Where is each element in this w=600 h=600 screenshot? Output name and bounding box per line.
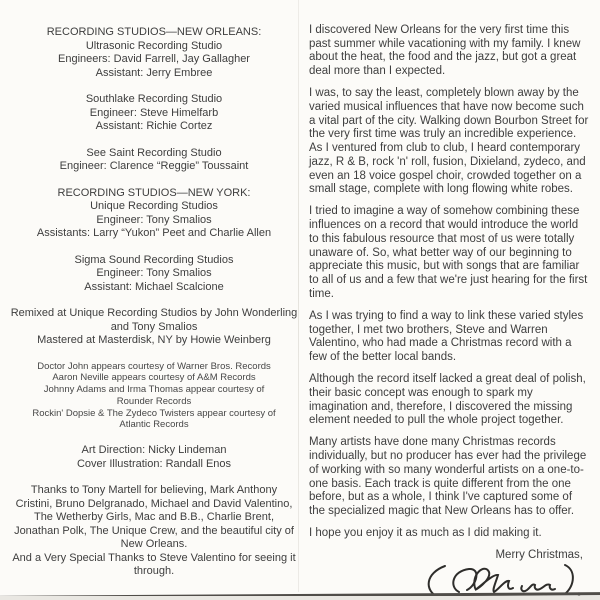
credit-line: Doctor John appears courtesy of Warner Bros. Records (37, 360, 271, 372)
credit-line: Engineers: David Farrell, Jay Gallagher (58, 53, 250, 65)
credit-line: And a Very Special Thanks to Steve Valentino for seeing it through. (12, 551, 296, 578)
credit-line: Sigma Sound Recording Studios (74, 253, 234, 266)
signoff-text: Merry Christmas, (495, 549, 583, 562)
credits-section (10, 361, 298, 432)
credit-line: RECORDING STUDIOS—NEW YORK: (57, 186, 251, 199)
credit-line: Thanks to Tony Martell for believing, Mark Anthony Cristini, Bruno Delgranado, Michael and David Valentino, The Wetherby Girls, Mac and B.B., Charlie Brent, Jonathan Polk, The Unique Crew, and the beautiful city of New Orleans. (14, 484, 294, 551)
credits-section (10, 93, 298, 134)
credit-line: Assistant: Richie Cortez (95, 120, 213, 132)
letter-paragraph: Although the record itself lacked a great deal of polish, their basic concept was enough to spark my imagination and, therefore, I discovered the missing element needed to pull the whole project together. (309, 373, 586, 427)
credit-line: RECORDING STUDIOS—NEW ORLEANS: (46, 26, 262, 38)
letter-paragraph: Many artists have done many Christmas records individually, but no producer has ever had the privilege of working with so many wonderful artists on a one-to-one basis. Each track is quite different from the one before, but as a whole, I think I've captured some of the specialized magic that New Orleans has to offer. (309, 436, 587, 517)
credit-line: Assistant: Michael Scalcione (84, 280, 224, 293)
credits-section (10, 444, 298, 471)
credit-line: See Saint Recording Studio (86, 146, 222, 159)
credit-line: Ultrasonic Recording Studio (85, 39, 223, 52)
credit-line: Engineer: Tony Smalios (96, 267, 212, 279)
credit-line: Engineer: Clarence “Reggie” Toussaint (59, 160, 249, 172)
credit-line: Southlake Recording Studio (85, 93, 223, 105)
letter-paragraph: As I was trying to find a way to link these varied styles together, I met two brothers, Steve and Warren Valentino, who had made a Christmas record with a few of the better local bands. (309, 309, 584, 363)
credits-section (10, 484, 298, 579)
letter-paragraph: I tried to imagine a way of somehow combining these influences on a record that would introduce the world to this fabulous resource that most of us were totally unaware of. So, what better way of our beginning to appreciate this music, but with songs that are familiar to all of us and a few that we're just hearing for the first time. (309, 205, 588, 300)
credit-line: Remixed at Unique Recording Studios by John Wonderling and Tony Smalios (10, 307, 298, 333)
credit-line: Johnny Adams and Irma Thomas appear courtesy of Rounder Records (43, 384, 265, 407)
credit-line: Assistant: Jerry Embree (95, 66, 213, 79)
credits-section (10, 26, 298, 80)
credits-section (10, 254, 298, 295)
credit-line: Art Direction: Nicky Lindeman (81, 444, 227, 457)
letter-paragraph: I was, to say the least, completely blown away by the varied musical influences that have now become such a vital part of the city. Walking down Bourbon Street for the very first time was truly an incredible experience. As I ventured from club to club, I heard contemporary jazz, R & B, rock 'n' roll, fusion, Dixieland, zydeco, and even an 18 voice gospel choir, crowded together on a small stage, complete with long flowing white robes. (309, 87, 589, 196)
credits-column (10, 26, 298, 592)
credit-line: Cover Illustration: Randall Enos (76, 457, 232, 470)
letter-paragraph: I discovered New Orleans for the very first time this past summer while vacationing with my family. I knew about the heat, the food and the jazz, but got a great deal more than I expected. (309, 24, 581, 78)
credit-line: Engineer: Steve Himelfarb (89, 106, 219, 119)
letter-paragraph: I hope you enjoy it as much as I did making it. (309, 527, 542, 540)
credits-section (10, 187, 298, 241)
center-fold-line (298, 0, 299, 592)
page-bottom-margin (0, 596, 600, 600)
letter-column (309, 24, 589, 600)
credit-line: Unique Recording Studios (90, 200, 218, 212)
credit-line: Assistants: Larry “Yukon” Peet and Charlie Allen (36, 227, 272, 239)
credit-line: Rockin' Dopsie & The Zydeco Twisters appear courtesy of Atlantic Records (32, 407, 276, 431)
letter-paragraphs (309, 24, 589, 541)
credits-section (10, 307, 298, 348)
credits-section (10, 147, 298, 174)
credit-line: Mastered at Masterdisk, NY by Howie Weinberg (37, 334, 271, 346)
credit-line: Engineer: Tony Smalios (96, 213, 212, 226)
credit-line: Aaron Neville appears courtesy of A&M Records (52, 372, 256, 384)
